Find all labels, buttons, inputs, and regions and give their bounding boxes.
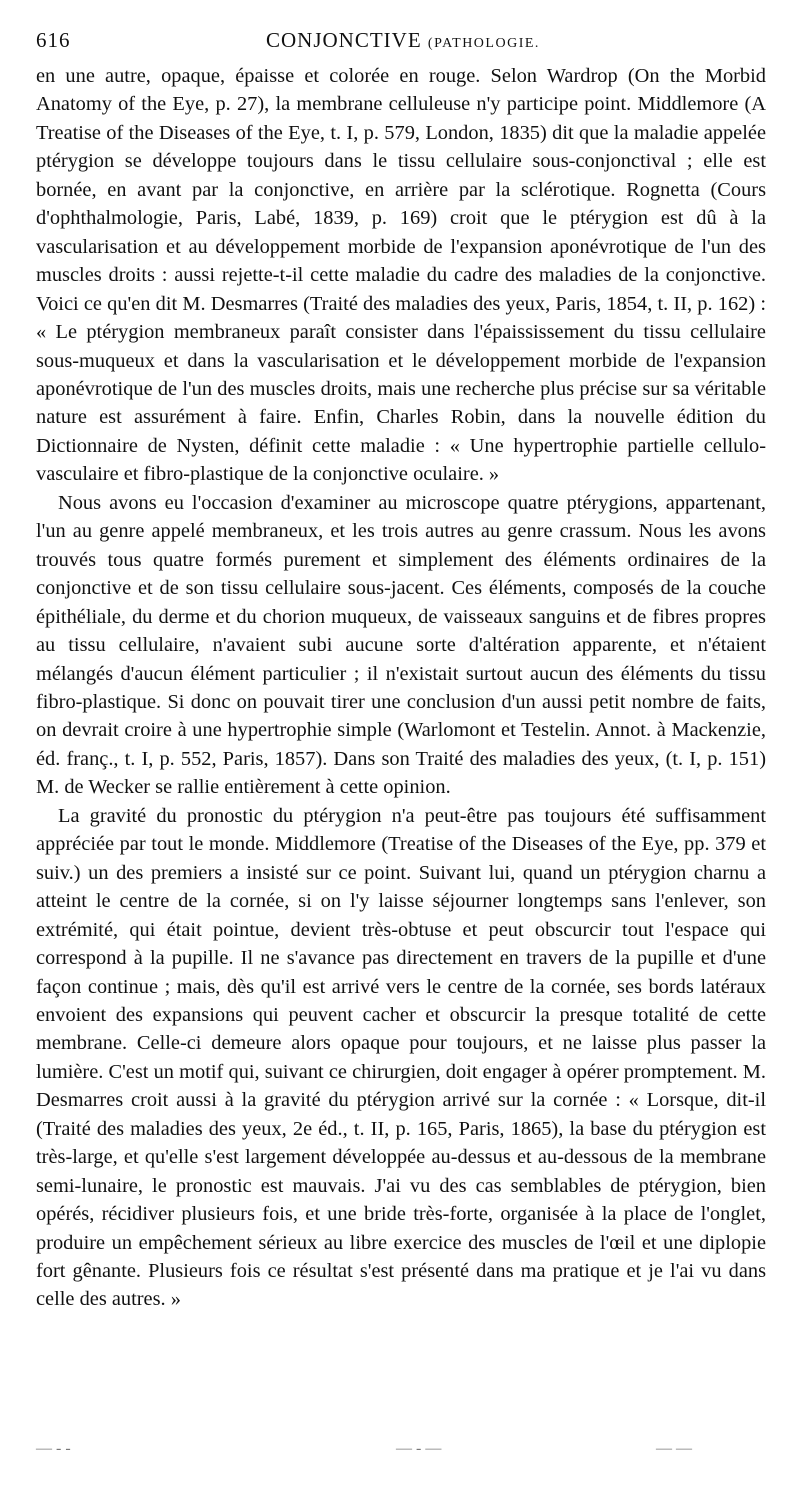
paragraph-prognosis: La gravité du pronostic du ptérygion n'a peut-être pas toujours été suffisamment appréciée par tout le monde. Middlemore (Treatise of the Diseases of the Eye, pp. 379 et suiv.) un des premiers a insisté sur ce point. Suivant lui, quand un ptérygion charnu a atteint le centre de la cornée, si on l'y laisse séjourner longtemps sans l'enlever, son extrémité, qui était pointue, devient très-obtuse et peut obscurcir tout l'espace qui correspond à la pupille. Il ne s'avance pas directement en travers de la pupille et d'une façon continue ; mais, dès qu'il est arrivé vers le centre de la cornée, ses bords latéraux envoient des expansions qui peuvent cacher et obscurcir la presque totalité de cette membrane. Celle-ci demeure alors opaque pour toujours, et ne laisse plus passer la lumière. C'est un motif qui, suivant ce chirurgien, doit engager à opérer promptement. M. Desmarres croit aussi à la gravité du ptérygion arrivé sur la cornée : « Lorsque, dit-il (Traité des maladies des yeux, 2e éd., t. II, p. 165, Paris, 1865), la base du ptérygion est très-large, et qu'elle s'est largement développée au-dessus et au-dessous de la membrane semi-lunaire, le pronostic est mauvais. J'ai vu des cas semblables de ptérygion, bien opérés, récidiver plusieurs fois, et une bride très-forte, organisée à la place de l'onglet, produire un empêchement sérieux au libre exercice des muscles de l'œil et une diplopie fort gênante. Plusieurs fois ce résultat s'est présenté dans ma pratique et je l'ai vu dans celle des autres. » (36, 804, 766, 1311)
running-title (266, 28, 540, 53)
footer-mark-center: — - — (396, 1440, 442, 1457)
running-title-main: CONJONCTIVE (266, 28, 422, 52)
footer-mark-left: — - - (36, 1440, 71, 1457)
running-title-section: (PATHOLOGIE. (427, 36, 540, 51)
document-page (36, 22, 766, 1314)
page-number: 616 (36, 28, 71, 52)
running-header (36, 22, 766, 62)
paragraph-microscope: Nous avons eu l'occasion d'examiner au microscope quatre ptérygions, appartenant, l'un au genre appelé membraneux, et les trois autres au genre crassum. Nous les avons trouvés tous quatre formés purement et simplement des éléments ordinaires de la conjonctive et de son tissu cellulaire sous-jacent. Ces éléments, composés de la couche épithéliale, du derme et du chorion muqueux, de vaisseaux sanguins et de fibres propres au tissu cellulaire, n'avaient subi aucune sorte d'altération apparente, et n'étaient mélangés d'aucun élément particulier ; il n'existait surtout aucun des éléments du tissu fibro-plastique. Si donc on pouvait tirer une conclusion d'un aussi petit nombre de faits, on devrait croire à une hypertrophie simple (Warlomont et Testelin. Annot. à Mackenzie, éd. franç., t. I, p. 552, Paris, 1857). Dans son Traité des maladies des yeux, (t. I, p. 151) M. de Wecker se rallie entièrement à cette opinion. (36, 491, 766, 799)
body-text (36, 62, 766, 1314)
paragraph-continuation: en une autre, opaque, épaisse et colorée en rouge. Selon Wardrop (On the Morbid Anatomy of the Eye, p. 27), la membrane celluleuse n'y participe point. Middlemore (A Treatise of the Diseases of the Eye, t. I, p. 579, London, 1835) dit que la maladie appelée ptérygion se développe toujours dans le tissu cellulaire sous-conjonctival ; elle est bornée, en avant par la conjonctive, en arrière par la sclérotique. Rognetta (Cours d'ophthalmologie, Paris, Labé, 1839, p. 169) croit que le ptérygion est dû à la vascularisation et au développement morbide de l'expansion aponévrotique de l'un des muscles droits : aussi rejette-t-il cette maladie du cadre des maladies de la conjonctive. Voici ce qu'en dit M. Desmarres (Traité des maladies des yeux, Paris, 1854, t. II, p. 162) : « Le ptérygion membraneux paraît consister dans l'épaississement du tissu cellulaire sous-muqueux et dans la vascularisation et le développement morbide de l'expansion aponévrotique de l'un des muscles droits, mais une recherche plus précise sur sa véritable nature est assurément à faire. Enfin, Charles Robin, dans la nouvelle édition du Dictionnaire de Nysten, définit cette maladie : « Une hypertrophie partielle cellulo-vasculaire et fibro-plastique de la conjonctive oculaire. » (36, 65, 766, 486)
footer-marks (36, 1440, 766, 1460)
footer-mark-right: — — (656, 1440, 692, 1457)
